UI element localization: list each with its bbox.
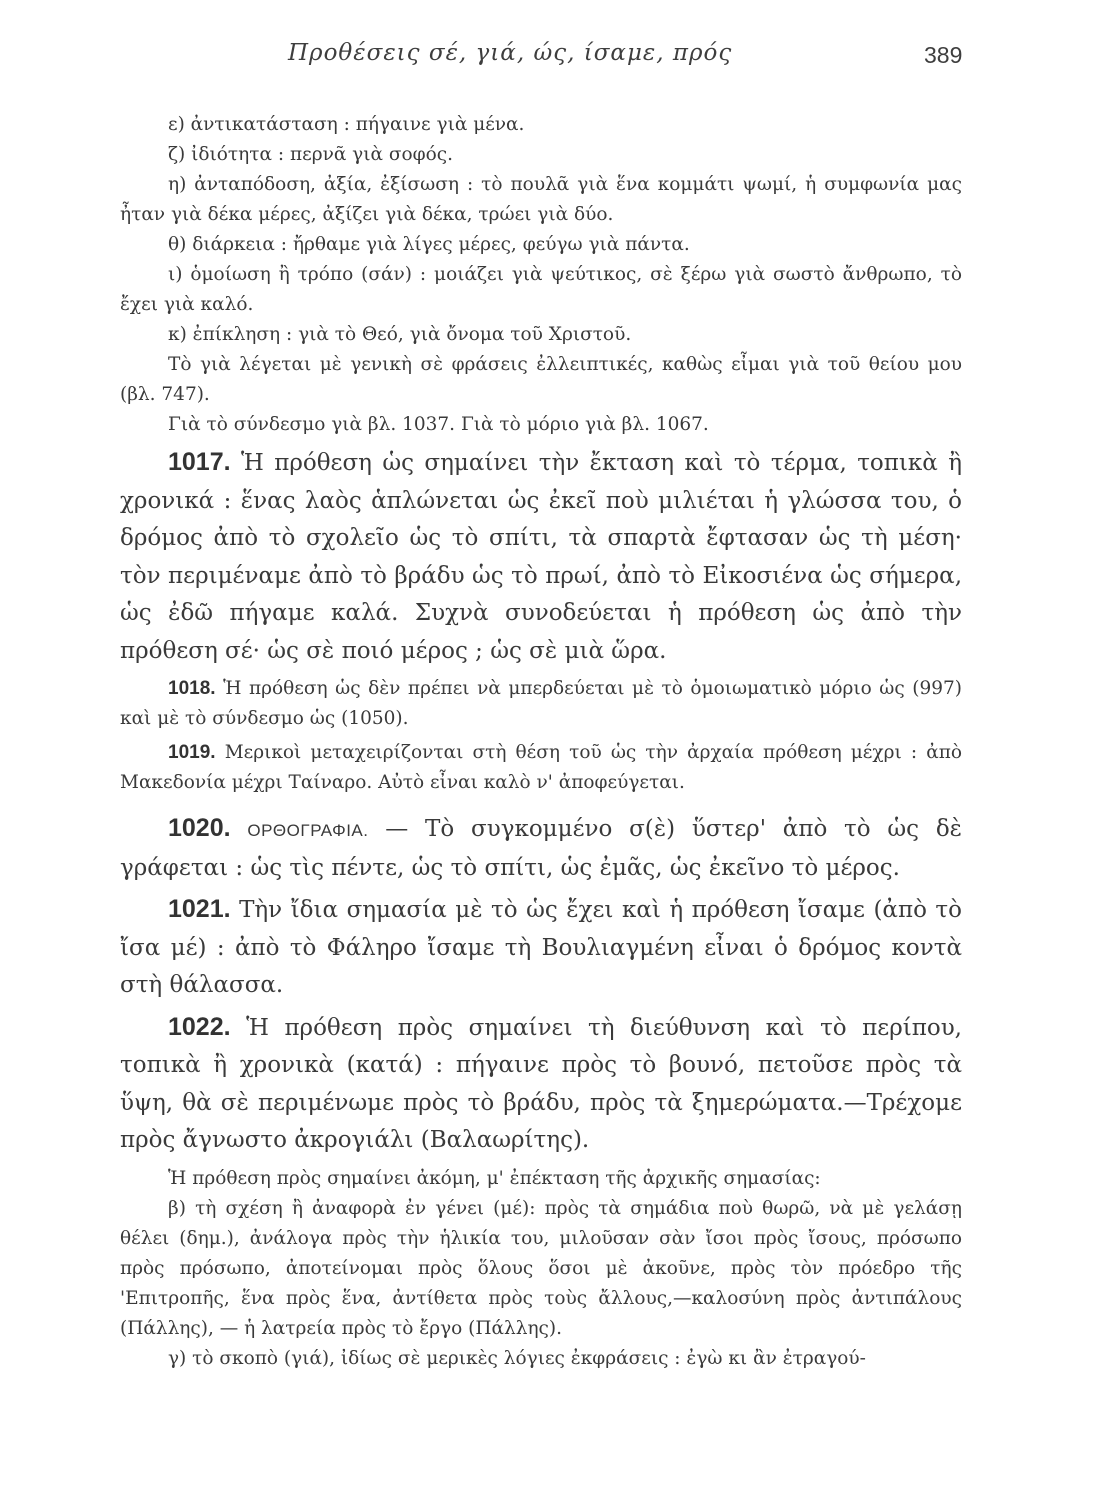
- section-number: 1019.: [168, 742, 216, 763]
- section-number: 1017.: [168, 448, 231, 476]
- paragraph-purpose: γ) τὸ σκοπὸ (γιά), ἰδίως σὲ μερικὲς λόγιες ἐκφράσεις : ἐγὼ κι ἂν ἐτραγού-: [168, 1347, 866, 1369]
- section-1021: [120, 891, 962, 1005]
- paragraph-cross-reference: Γιὰ τὸ σύνδεσμο γιὰ βλ. 1037. Γιὰ τὸ μόριο γιὰ βλ. 1067.: [168, 414, 709, 435]
- paragraph-likeness: ι) ὁμοίωση ἢ τρόπο (σάν) : μοιάζει γιὰ ψεύτικος, σὲ ξέρω γιὰ σωστὸ ἄνθρωπο, τὸ ἔχει γιὰ καλό.: [120, 264, 962, 315]
- paragraph-pros-extension: Ἡ πρόθεση πρὸς σημαίνει ἀκόμη, μ' ἐπέκταση τῆς ἀρχικῆς σημασίας:: [168, 1167, 821, 1189]
- section-1020: [120, 810, 962, 887]
- paragraph-genitive-note: Τὸ γιὰ λέγεται μὲ γενικὴ σὲ φράσεις ἐλλειπτικές, καθὼς εἶμαι γιὰ τοῦ θείου μου (βλ. 747).: [120, 354, 962, 405]
- paragraph-exchange: η) ἀνταπόδοση, ἀξία, ἐξίσωση : τὸ πουλᾶ γιὰ ἕνα κομμάτι ψωμί, ἡ συμφωνία μας ἦταν γιὰ δέκα μέρες, ἀξίζει γιὰ δέκα, τρώει γιὰ δύο.: [120, 174, 962, 225]
- running-title: Προθέσεις σέ, γιά, ώς, ίσαμε, πρός: [288, 40, 733, 66]
- section-1019: [120, 738, 962, 798]
- page-number: 389: [924, 42, 963, 68]
- paragraph-property: ζ) ἰδιότητα : περνᾶ γιὰ σοφός.: [168, 144, 453, 165]
- section-number: 1020.: [168, 814, 231, 842]
- section-text: Τὴν ἴδια σημασία μὲ τὸ ὡς ἔχει καὶ ἡ πρόθεση ἴσαμε (ἀπὸ τὸ ἴσα μέ) : ἀπὸ τὸ Φάληρο ἴσαμε τὴ Βουλιαγμένη εἶναι ὁ δρόμος κοντὰ στὴ θάλασσα.: [120, 897, 962, 998]
- section-text: Μερικοὶ μεταχειρίζονται στὴ θέση τοῦ ὡς τὴν ἀρχαία πρόθεση μέχρι : ἀπὸ Μακεδονία μέχρι Ταίναρο. Αὐτὸ εἶναι καλὸ ν' ἀποφεύγεται.: [120, 742, 963, 793]
- paragraph-duration: θ) διάρκεια : ἤρθαμε γιὰ λίγες μέρες, φεύγω γιὰ πάντα.: [168, 234, 690, 255]
- paragraph-invocation: κ) ἐπίκληση : γιὰ τὸ Θεό, γιὰ ὄνομα τοῦ Χριστοῦ.: [168, 324, 632, 345]
- paragraph-substitution: ε) ἀντικατάσταση : πήγαινε γιὰ μένα.: [168, 114, 525, 135]
- section-1017: [120, 444, 962, 670]
- section-1022: [120, 1009, 962, 1160]
- section-number: 1018.: [168, 678, 216, 699]
- paragraph-relation: β) τὴ σχέση ἢ ἀναφορὰ ἐν γένει (μέ): πρὸς τὰ σημάδια ποὺ θωρῶ, νὰ μὲ γελάσῃ θέλει (δημ.), ἀνάλογα πρὸς τὴν ἡλικία του, μιλοῦσαν σὰν ἴσοι πρὸς ἴσους, πρόσωπο πρὸς πρόσωπο, ἀποτείνομαι πρὸς ὅλους ὅσοι μὲ ἀκοῦνε, πρὸς τὸν πρόεδρο τῆς 'Επιτροπῆς, ἕνα πρὸς ἕνα, ἀντίθετα πρὸς τοὺς ἄλλους,—καλοσύνη πρὸς ἀντιπάλους (Πάλλης), — ἡ λατρεία πρὸς τὸ ἔργο (Πάλλης).: [120, 1197, 962, 1339]
- section-number: 1022.: [168, 1012, 231, 1041]
- page-body: [120, 110, 962, 1374]
- section-text: — Τὸ συγκομμένο σ(ὲ) ὕστερ' ἀπὸ τὸ ὡς δὲ γράφεται : ὡς τὶς πέντε, ὡς τὸ σπίτι, ὡς ἐμᾶς, ὡς ἐκεῖνο τὸ μέρος.: [120, 816, 963, 881]
- section-text: Ἡ πρόθεση πρὸς σημαίνει τὴ διεύθυνση καὶ τὸ περίπου, τοπικὰ ἢ χρονικὰ (κατά) : πήγαινε πρὸς τὸ βουνό, πετοῦσε πρὸς τὰ ὕψη, θὰ σὲ περιμένωμε πρὸς τὸ βράδυ, πρὸς τὰ ξημερώματα.—Τρέχομε πρὸς ἄγνωστο ἀκρογιάλι (Βαλαωρίτης).: [120, 1014, 962, 1153]
- section-number: 1021.: [168, 895, 231, 923]
- section-1018: [120, 674, 962, 734]
- orthography-label: ΟΡΘΟΓΡΑΦΙΑ.: [247, 821, 369, 840]
- section-text: Ἡ πρόθεση ὡς σημαίνει τὴν ἔκταση καὶ τὸ τέρμα, τοπικὰ ἢ χρονικά : ἕνας λαὸς ἁπλώνεται ὡς ἐκεῖ ποὺ μιλιέται ἡ γλώσσα του, ὁ δρόμος ἀπὸ τὸ σχολεῖο ὡς τὸ σπίτι, τὰ σπαρτὰ ἔφτασαν ὡς τὴ μέση· τὸν περιμέναμε ἀπὸ τὸ βράδυ ὡς τὸ πρωί, ἀπὸ τὸ Εἰκοσιένα ὡς σήμερα, ὡς ἐδῶ πήγαμε καλά. Συχνὰ συνοδεύεται ἡ πρόθεση ὡς ἀπὸ τὴν πρόθεση σέ· ὡς σὲ ποιό μέρος ; ὡς σὲ μιὰ ὥρα.: [120, 450, 963, 664]
- page-header: [0, 40, 1102, 76]
- section-text: Ἡ πρόθεση ὡς δὲν πρέπει νὰ μπερδεύεται μὲ τὸ ὁμοιωματικὸ μόριο ὡς (997) καὶ μὲ τὸ σύνδεσμο ὡς (1050).: [120, 678, 962, 729]
